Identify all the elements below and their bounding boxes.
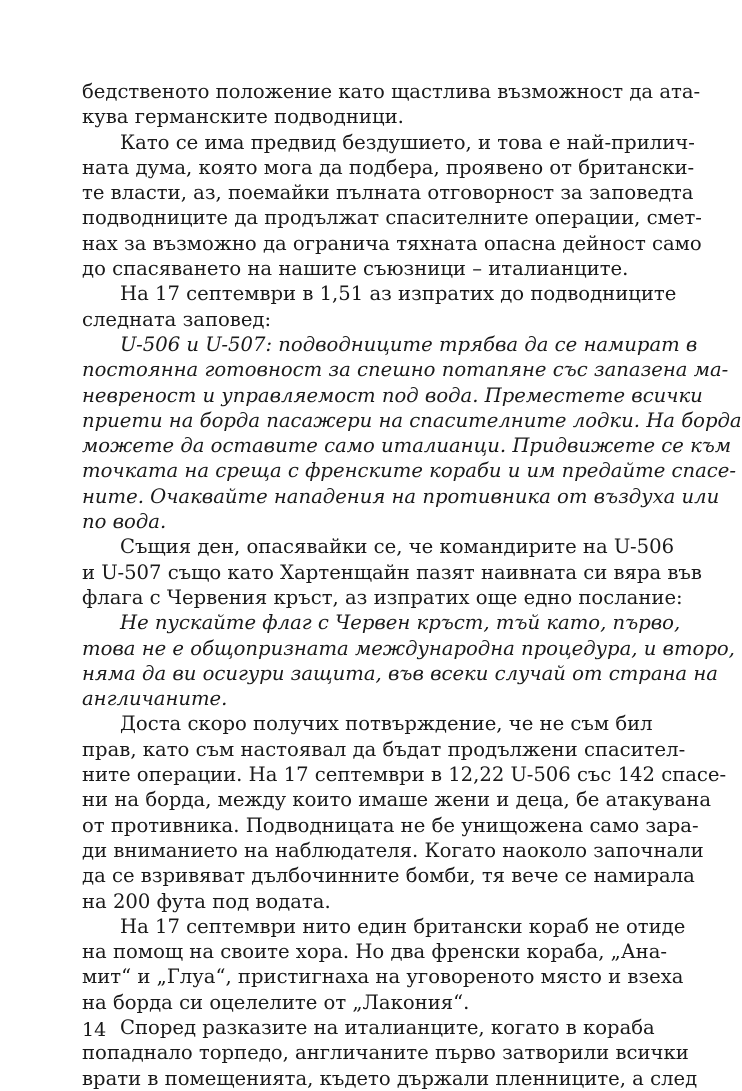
paragraph-start-line: Доста скоро получих потвърждение, че не съм бил xyxy=(120,712,653,736)
text-line: ната дума, която мога да подбера, проявено от британски- xyxy=(82,155,695,179)
text-line: от противника. Подводницата не бе унищожена само зара- xyxy=(82,813,699,837)
text-line: попаднало торпедо, англичаните първо затворили всички xyxy=(82,1041,689,1065)
paragraph-start-line: На 17 септември нито един британски кораб не отиде xyxy=(120,914,686,938)
body-text xyxy=(82,79,742,1091)
quoted-order-line: постоянна готовност за спешно потапяне със запазена ма- xyxy=(82,358,729,382)
text-line: на 200 фута под водата. xyxy=(82,889,331,913)
paragraph-start-line: Според разказите на италианците, когато в кораба xyxy=(120,1015,655,1039)
quoted-message-line: няма да ви осигури защита, във всеки случай от страна на xyxy=(82,661,718,685)
quoted-order-line: точката на среща с френските кораби и им предайте спасе- xyxy=(82,459,736,483)
text-line: мит“ и „Глуа“, пристигнаха на уговореното място и взеха xyxy=(82,965,684,989)
text-line: флага с Червения кръст, аз изпратих още едно послание: xyxy=(82,585,683,609)
text-line: прав, като съм настоявал да бъдат продължени спасител- xyxy=(82,737,686,761)
text-line: до спасяването на нашите съюзници – италианците. xyxy=(82,257,629,281)
text-line: кува германските подводници. xyxy=(82,105,404,129)
quoted-message-line: това не е общопризната международна процедура, и второ, xyxy=(82,636,735,660)
text-line: и U-507 също като Хартенщайн пазят наивната си вяра във xyxy=(82,560,702,584)
text-line: на борда си оцелелите от „Лакония“. xyxy=(82,990,470,1014)
text-line: да се взривяват дълбочинните бомби, тя вече се намирала xyxy=(82,864,695,888)
text-line: на помощ на своите хора. Но два френски кораба, „Ана- xyxy=(82,940,668,964)
text-line: подводниците да продължат спасителните операции, смет- xyxy=(82,206,702,230)
paragraph-start-line: Същия ден, опасявайки се, че командирите на U-506 xyxy=(120,535,675,559)
quoted-order-line: приети на борда пасажери на спасителните лодки. На борда xyxy=(82,408,742,432)
quoted-message-line: Не пускайте флаг с Червен кръст, тъй като, първо, xyxy=(120,611,681,635)
page-number: 14 xyxy=(82,1019,107,1041)
text-line: ните операции. На 17 септември в 12,22 U-506 със 142 спасе- xyxy=(82,763,727,787)
text-line: ни на борда, между които имаше жени и деца, бе атакувана xyxy=(82,788,712,812)
text-line: те власти, аз, поемайки пълната отговорност за заповедта xyxy=(82,181,694,205)
quoted-order-line: ните. Очаквайте нападения на противника от въздуха или xyxy=(82,484,720,508)
quoted-order-line: можете да оставите само италианци. Придвижете се към xyxy=(82,434,732,458)
quoted-order-line: U-506 и U-507: подводниците трябва да се намират в xyxy=(120,332,698,356)
quoted-message-line: англичаните. xyxy=(82,687,228,711)
text-line: врати в помещенията, където държали пленниците, а след xyxy=(82,1066,698,1090)
text-line: нах за възможно да огранича тяхната опасна дейност само xyxy=(82,231,702,255)
paragraph-start-line: Като се има предвид бездушието, и това е най-прилич- xyxy=(120,130,695,154)
paragraph-start-line: На 17 септември в 1,51 аз изпратих до подводниците xyxy=(120,282,677,306)
text-line: следната заповед: xyxy=(82,307,272,331)
quoted-order-line: невреност и управляемост под вода. Преместете всички xyxy=(82,383,703,407)
text-line: бедственото положение като щастлива възможност да ата- xyxy=(82,80,701,103)
text-line: ди вниманието на наблюдателя. Когато наоколо започнали xyxy=(82,838,704,862)
quoted-order-line: по вода. xyxy=(82,510,167,534)
